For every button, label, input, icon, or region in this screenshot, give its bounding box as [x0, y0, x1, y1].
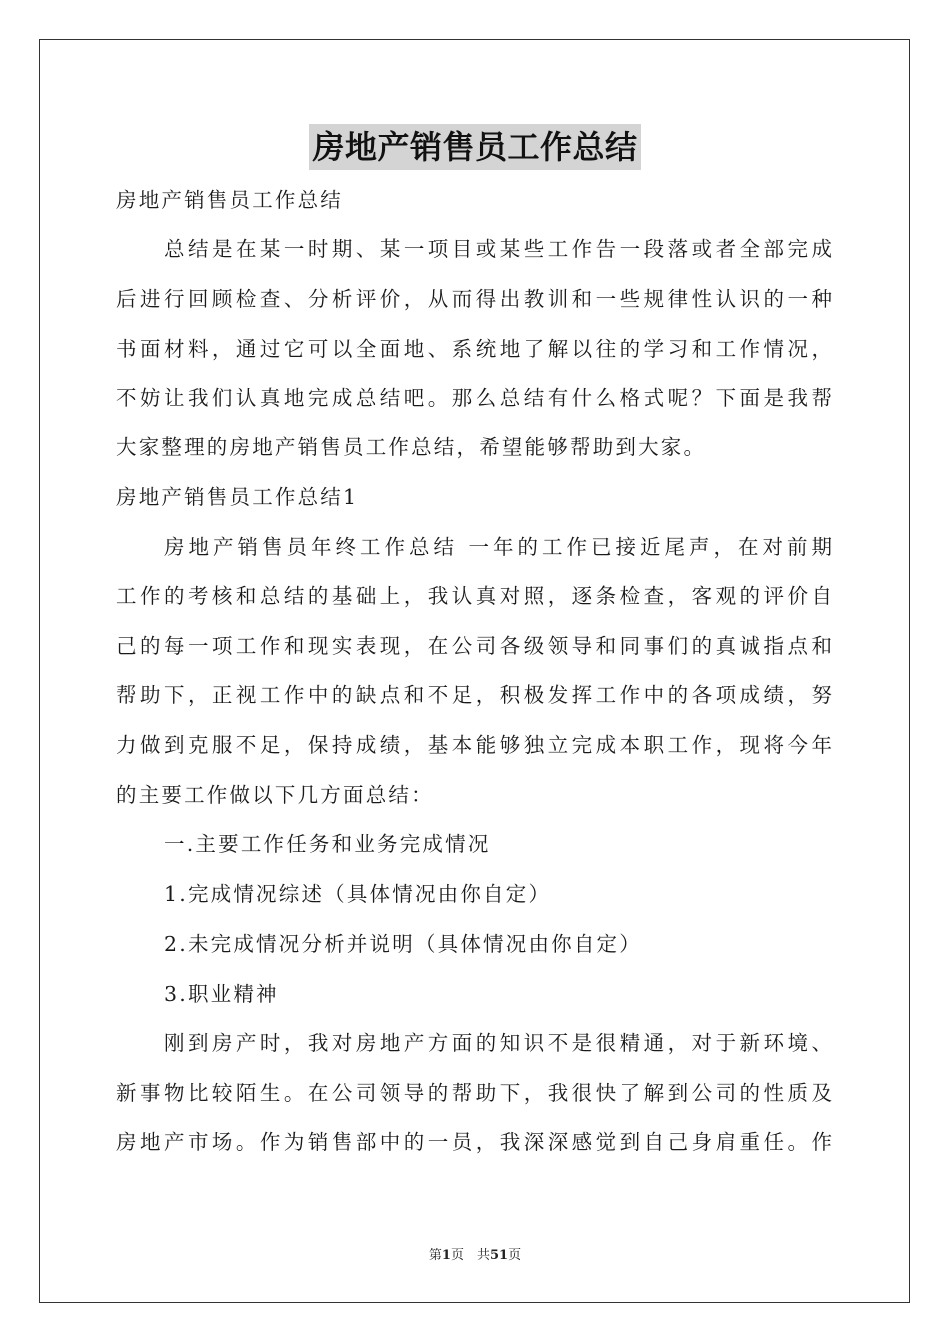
section-line: 工作的考核和总结的基础上，我认真对照，逐条检查，客观的评价自 — [116, 584, 832, 608]
section-line: 的主要工作做以下几方面总结： — [116, 783, 434, 807]
title-container — [0, 124, 950, 170]
intro-line: 书面材料，通过它可以全面地、系统地了解以往的学习和工作情况， — [116, 337, 832, 361]
section-line: 帮助下，正视工作中的缺点和不足，积极发挥工作中的各项成绩，努 — [116, 683, 832, 707]
document-title: 房地产销售员工作总结 — [309, 124, 640, 170]
intro-line: 后进行回顾检查、分析评价，从而得出教训和一些规律性认识的一种 — [116, 287, 832, 311]
footer-page-mid: 页 共 — [450, 1248, 490, 1263]
page-footer — [0, 1247, 950, 1265]
intro-line: 不妨让我们认真地完成总结吧。那么总结有什么格式呢？下面是我帮 — [116, 386, 832, 410]
footer-page-suffix: 页 — [508, 1248, 522, 1263]
intro-line: 大家整理的房地产销售员工作总结，希望能够帮助到大家。 — [116, 435, 707, 459]
section-line: 己的每一项工作和现实表现，在公司各级领导和同事们的真诚指点和 — [116, 634, 832, 658]
page-border — [39, 39, 910, 1303]
footer-page-prefix: 第 — [428, 1248, 442, 1263]
footer-total-pages: 51 — [489, 1248, 509, 1263]
list-item: 2.未完成情况分析并说明（具体情况由你自定） — [164, 932, 642, 956]
section-heading: 房地产销售员工作总结1 — [116, 485, 359, 509]
intro-line: 总结是在某一时期、某一项目或某些工作告一段落或者全部完成 — [164, 237, 832, 261]
document-subtitle: 房地产销售员工作总结 — [116, 188, 343, 212]
closing-line: 刚到房产时，我对房地产方面的知识不是很精通，对于新环境、 — [164, 1031, 832, 1055]
section-line: 房地产销售员年终工作总结 一年的工作已接近尾声，在对前期 — [164, 535, 832, 559]
list-item: 一.主要工作任务和业务完成情况 — [164, 832, 491, 856]
footer-page-number: 1 — [441, 1248, 451, 1263]
closing-line: 房地产市场。作为销售部中的一员，我深深感觉到自己身肩重任。作 — [116, 1130, 832, 1154]
section-line: 力做到克服不足，保持成绩，基本能够独立完成本职工作，现将今年 — [116, 733, 832, 757]
list-item: 3.职业精神 — [164, 982, 279, 1006]
list-item: 1.完成情况综述（具体情况由你自定） — [164, 882, 552, 906]
closing-line: 新事物比较陌生。在公司领导的帮助下，我很快了解到公司的性质及 — [116, 1081, 832, 1105]
